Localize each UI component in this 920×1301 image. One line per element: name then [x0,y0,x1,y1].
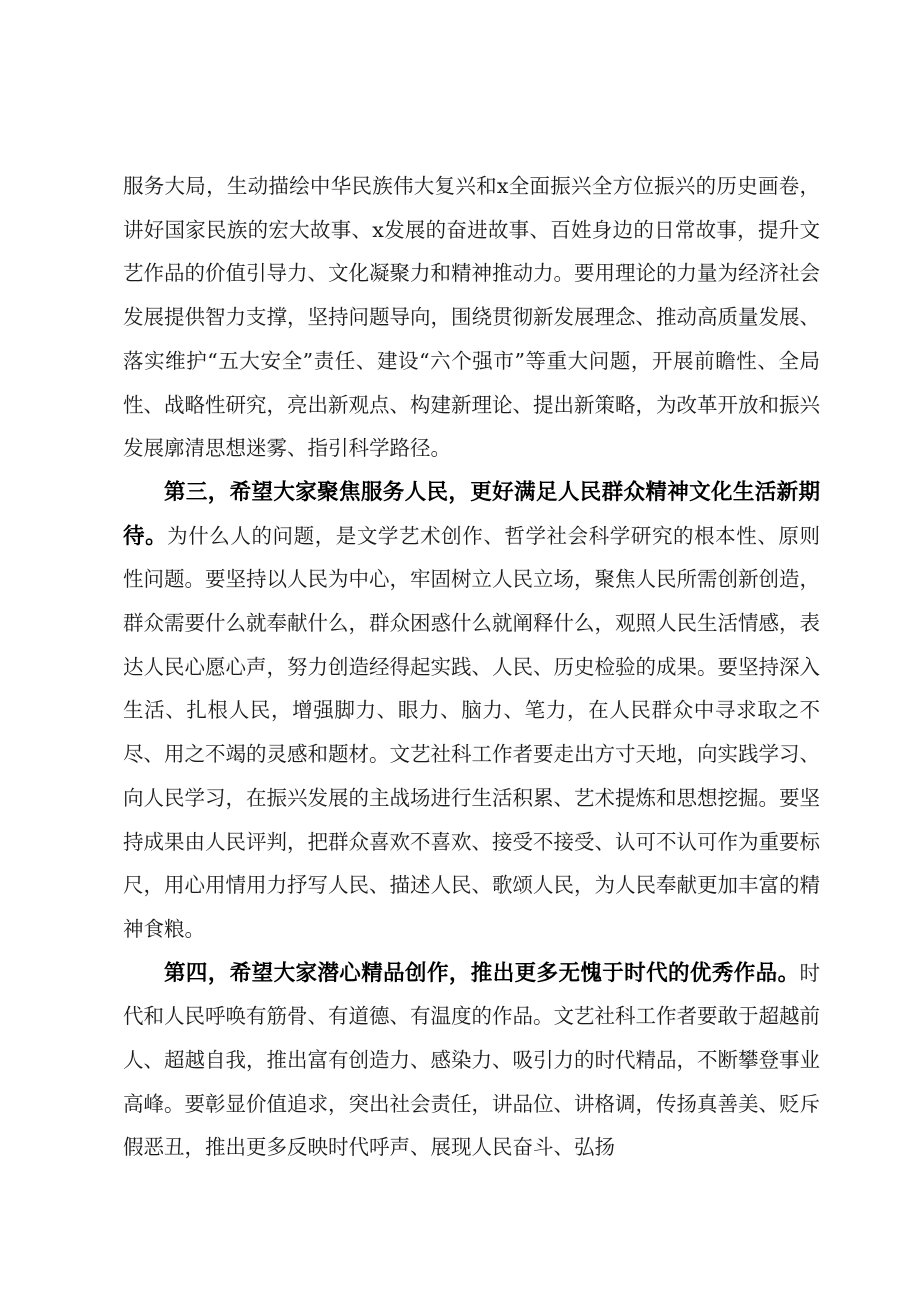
paragraph-heading: 第四，希望大家潜心精品创作，推出更多无愧于时代的优秀作品。 [164,960,800,986]
paragraph-heading: 第三，希望大家聚焦服务人民，更好满足人民群众精神文化生活新期待。 [123,479,820,549]
paragraph-text: 为什么人的问题，是文学艺术创作、哲学社会科学研究的根本性、原则性问题。要坚持以人民为中心，牢固树立人民立场，聚焦人民所需创新创造，群众需要什么就奉献什么，群众困惑什么就阐释什么，观照人民生活情感，表达人民心愿心声，努力创造经得起实践、人民、历史检验的成果。要坚持深入生活、扎根人民，增强脚力、眼力、脑力、笔力，在人民群众中寻求取之不尽、用之不竭的灵感和题材。文艺社科工作者要走出方寸天地，向实践学习、向人民学习，在振兴发展的主战场进行生活积累、艺术提炼和思想挖掘。要坚持成果由人民评判，把群众喜欢不喜欢、接受不接受、认可不认可作为重要标尺，用心用情用力抒写人民、描述人民、歌颂人民，为人民奉献更加丰富的精神食粮。 [123,523,820,941]
paragraph-point-four [123,952,820,1171]
paragraph-continuation [123,165,820,471]
paragraph-text: 服务大局，生动描绘中华民族伟大复兴和x全面振兴全方位振兴的历史画卷，讲好国家民族的宏大故事、x发展的奋进故事、百姓身边的日常故事，提升文艺作品的价值引导力、文化凝聚力和精神推动力。要用理论的力量为经济社会发展提供智力支撑，坚持问题导向，围绕贯彻新发展理念、推动高质量发展、落实维护“五大安全”责任、建设“六个强市”等重大问题，开展前瞻性、全局性、战略性研究，亮出新观点、构建新理论、提出新策略，为改革开放和振兴发展廓清思想迷雾、指引科学路径。 [123,174,820,461]
document-body [123,165,820,1170]
paragraph-text: 时代和人民呼唤有筋骨、有道德、有温度的作品。文艺社科工作者要敢于超越前人、超越自我，推出富有创造力、感染力、吸引力的时代精品，不断攀登事业高峰。要彰显价值追求，突出社会责任，讲品位、讲格调，传扬真善美、贬斥假恶丑，推出更多反映时代呼声、展现人民奋斗、弘扬 [123,960,820,1160]
paragraph-point-three [123,471,820,952]
